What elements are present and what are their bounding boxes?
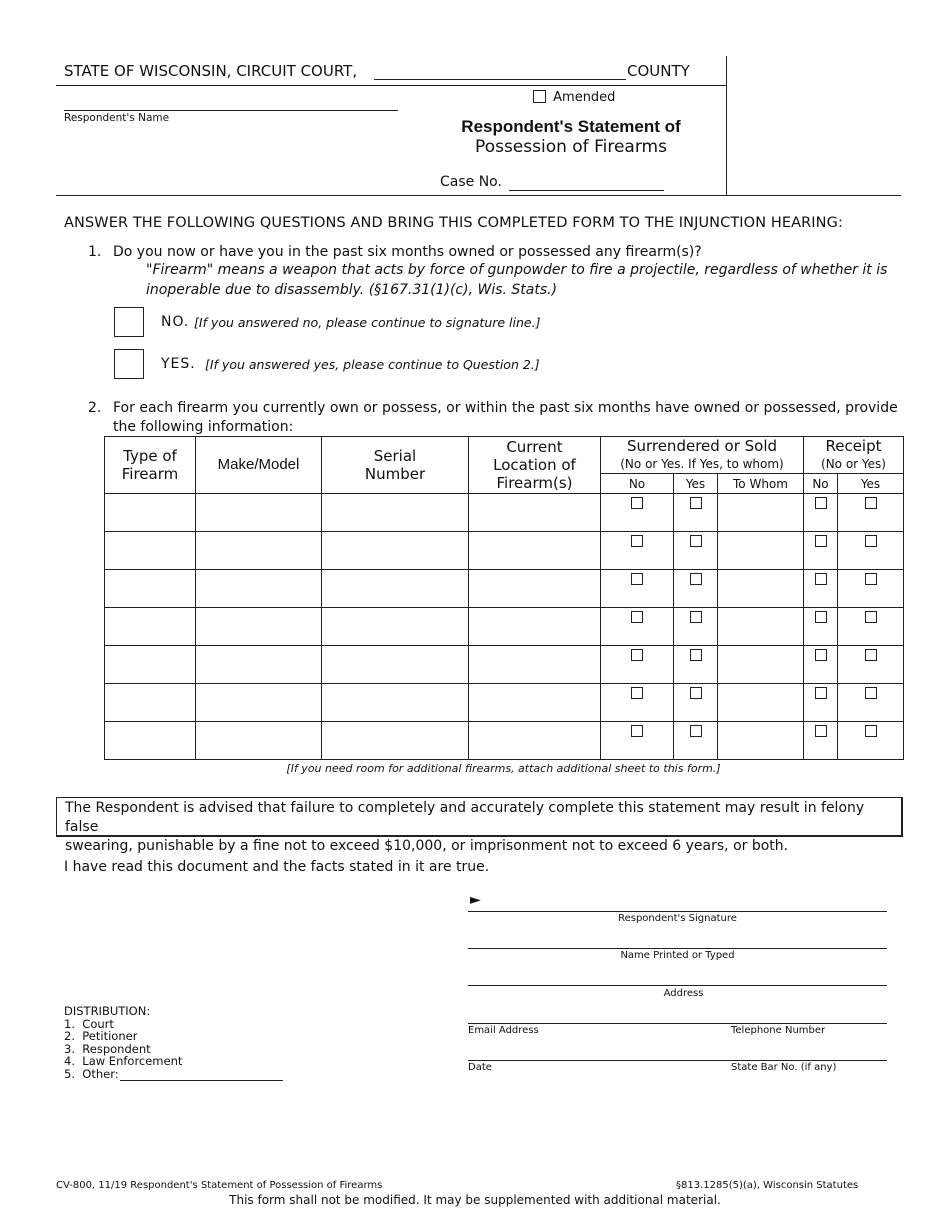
- cell-make[interactable]: [196, 646, 322, 684]
- case-no-field[interactable]: [509, 190, 664, 191]
- court-line-suffix: COUNTY: [627, 62, 690, 80]
- table-row: [105, 494, 904, 532]
- col-header-serial-1: Serial: [373, 447, 417, 465]
- cell-location[interactable]: [469, 608, 601, 646]
- cell-surrendered-yes: [674, 646, 718, 684]
- cell-make[interactable]: [196, 494, 322, 532]
- cell-receipt-no: [804, 532, 838, 570]
- col-header-location-1: Current: [506, 438, 563, 456]
- cell-serial[interactable]: [322, 722, 469, 760]
- distribution-item-petitioner: 2. Petitioner: [64, 1029, 138, 1044]
- cell-to-whom[interactable]: [718, 494, 804, 532]
- col-group-surrendered: [601, 437, 804, 474]
- firearms-table: [104, 436, 904, 760]
- cell-receipt-yes: [838, 684, 904, 722]
- cell-to-whom[interactable]: [718, 684, 804, 722]
- col-header-type-1: Type of: [123, 447, 177, 465]
- cell-make[interactable]: [196, 722, 322, 760]
- surrendered-yes-checkbox[interactable]: [690, 725, 702, 737]
- q1-yes-label: YES.: [161, 356, 196, 372]
- header-bottom-rule: [56, 195, 901, 196]
- surrendered-no-checkbox[interactable]: [631, 497, 643, 509]
- cell-surrendered-yes: [674, 684, 718, 722]
- respondent-name-field[interactable]: [64, 110, 398, 111]
- receipt-yes-checkbox[interactable]: [865, 573, 877, 585]
- cell-surrendered-yes: [674, 722, 718, 760]
- cell-serial[interactable]: [322, 532, 469, 570]
- receipt-yes-checkbox[interactable]: [865, 725, 877, 737]
- cell-location[interactable]: [469, 570, 601, 608]
- col-header-location-3: Firearm(s): [496, 474, 573, 492]
- attestation: I have read this document and the facts stated in it are true.: [64, 859, 490, 875]
- q1-text: Do you now or have you in the past six months owned or possessed any firearm(s)?: [113, 244, 702, 260]
- surrendered-no-checkbox[interactable]: [631, 687, 643, 699]
- amended-checkbox-wrap[interactable]: [533, 90, 615, 105]
- phone-label: Telephone Number: [731, 1025, 826, 1036]
- cell-receipt-no: [804, 494, 838, 532]
- q1-no-note: [If you answered no, please continue to signature line.]: [194, 315, 541, 330]
- col-header-location-2: Location of: [493, 456, 576, 474]
- receipt-yes-checkbox[interactable]: [865, 535, 877, 547]
- receipt-no-checkbox[interactable]: [815, 725, 827, 737]
- date-label: Date: [468, 1062, 492, 1073]
- cell-surrendered-no: [601, 494, 674, 532]
- email-phone-field[interactable]: [468, 1023, 887, 1024]
- col-group-receipt: [804, 437, 904, 474]
- surrendered-yes-checkbox[interactable]: [690, 687, 702, 699]
- cell-type[interactable]: [105, 532, 196, 570]
- cell-receipt-no: [804, 608, 838, 646]
- warning-line1: The Respondent is advised that failure to completely and accurately complete this statement may result in felony false: [65, 800, 865, 835]
- email-label: Email Address: [468, 1025, 539, 1036]
- respondent-name-label: Respondent's Name: [64, 112, 170, 124]
- warning-box: [56, 797, 903, 854]
- cell-make[interactable]: [196, 608, 322, 646]
- form-title-line1: Respondent's Statement of: [461, 117, 681, 136]
- table-row: [105, 570, 904, 608]
- cell-serial[interactable]: [322, 570, 469, 608]
- firearm-rows: [105, 494, 904, 760]
- address-field[interactable]: [468, 985, 887, 986]
- col-group-receipt-sub: (No or Yes): [821, 457, 886, 471]
- amended-checkbox[interactable]: [533, 90, 546, 103]
- cell-type[interactable]: [105, 722, 196, 760]
- case-no-label: Case No.: [440, 174, 502, 190]
- distribution-item-law-enforcement: 4. Law Enforcement: [64, 1054, 183, 1069]
- distribution-item-court: 1. Court: [64, 1016, 114, 1031]
- q1-yes-checkbox[interactable]: [114, 349, 144, 379]
- sub-header-receipt-yes: Yes: [838, 474, 904, 494]
- footer-form-id: CV-800, 11/19 Respondent's Statement of Possession of Firearms: [56, 1180, 383, 1191]
- distribution-title: DISTRIBUTION:: [64, 1004, 151, 1018]
- cell-surrendered-yes: [674, 570, 718, 608]
- q2-text-line2: the following information:: [113, 419, 294, 435]
- sub-header-yes: Yes: [674, 474, 718, 494]
- date-bar-field[interactable]: [468, 1060, 887, 1061]
- cell-surrendered-no: [601, 646, 674, 684]
- surrendered-yes-checkbox[interactable]: [690, 535, 702, 547]
- cell-location[interactable]: [469, 532, 601, 570]
- q1-number: 1.: [88, 244, 102, 260]
- surrendered-no-checkbox[interactable]: [631, 573, 643, 585]
- surrendered-no-checkbox[interactable]: [631, 535, 643, 547]
- col-header-serial: [322, 437, 469, 494]
- sub-header-receipt-no: No: [804, 474, 838, 494]
- cell-location[interactable]: [469, 646, 601, 684]
- cell-to-whom[interactable]: [718, 532, 804, 570]
- surrendered-no-checkbox[interactable]: [631, 611, 643, 623]
- distribution-block: [64, 1005, 182, 1081]
- receipt-no-checkbox[interactable]: [815, 535, 827, 547]
- col-header-type: [105, 437, 196, 494]
- receipt-no-checkbox[interactable]: [815, 687, 827, 699]
- cell-receipt-yes: [838, 646, 904, 684]
- distribution-item-respondent: 3. Respondent: [64, 1041, 151, 1056]
- table-row: [105, 722, 904, 760]
- signature-arrow-icon: ►: [470, 892, 481, 908]
- cell-surrendered-yes: [674, 608, 718, 646]
- court-line-prefix: STATE OF WISCONSIN, CIRCUIT COURT,: [64, 62, 358, 80]
- q1-no-label: NO.: [161, 314, 190, 330]
- cell-location[interactable]: [469, 684, 601, 722]
- receipt-yes-checkbox[interactable]: [865, 611, 877, 623]
- q1-definition-line2: inoperable due to disassembly. (§167.31(1)(c), Wis. Stats.): [146, 282, 558, 298]
- col-header-serial-2: Number: [364, 465, 426, 483]
- sub-header-no: No: [601, 474, 674, 494]
- cell-to-whom[interactable]: [718, 646, 804, 684]
- warning-line2: swearing, punishable by a fine not to exceed $10,000, or imprisonment not to exceed 6 years, or both.: [65, 838, 789, 854]
- cell-type[interactable]: [105, 608, 196, 646]
- surrendered-no-checkbox[interactable]: [631, 725, 643, 737]
- cell-receipt-yes: [838, 608, 904, 646]
- cell-surrendered-no: [601, 608, 674, 646]
- cell-receipt-yes: [838, 570, 904, 608]
- cell-to-whom[interactable]: [718, 722, 804, 760]
- cell-to-whom[interactable]: [718, 608, 804, 646]
- cell-receipt-yes: [838, 722, 904, 760]
- cell-receipt-no: [804, 722, 838, 760]
- receipt-yes-checkbox[interactable]: [865, 497, 877, 509]
- amended-label: Amended: [553, 90, 616, 105]
- receipt-no-checkbox[interactable]: [815, 649, 827, 661]
- sub-header-to-whom: To Whom: [718, 474, 804, 494]
- col-header-type-2: Firearm: [121, 465, 179, 483]
- cell-receipt-yes: [838, 532, 904, 570]
- cell-make[interactable]: [196, 684, 322, 722]
- cell-surrendered-yes: [674, 532, 718, 570]
- distribution-item-other: 5. Other:: [64, 1066, 119, 1081]
- q2-text-line1: For each firearm you currently own or possess, or within the past six months have owned or possessed, provide: [113, 400, 898, 416]
- cell-type[interactable]: [105, 646, 196, 684]
- surrendered-no-checkbox[interactable]: [631, 649, 643, 661]
- cell-make[interactable]: [196, 570, 322, 608]
- cell-receipt-no: [804, 646, 838, 684]
- receipt-no-checkbox[interactable]: [815, 573, 827, 585]
- signature-label: Respondent's Signature: [618, 913, 737, 924]
- county-name-field[interactable]: [374, 79, 626, 80]
- surrendered-yes-checkbox[interactable]: [690, 649, 702, 661]
- instructions: ANSWER THE FOLLOWING QUESTIONS AND BRING THIS COMPLETED FORM TO THE INJUNCTION HEARING:: [64, 215, 843, 231]
- q1-yes-note: [If you answered yes, please continue to Question 2.]: [205, 357, 540, 372]
- cell-type[interactable]: [105, 570, 196, 608]
- table-footnote: [If you need room for additional firearms, attach additional sheet to this form.]: [286, 762, 721, 775]
- surrendered-yes-checkbox[interactable]: [690, 611, 702, 623]
- cell-surrendered-no: [601, 532, 674, 570]
- cell-make[interactable]: [196, 532, 322, 570]
- table-row: [105, 646, 904, 684]
- cell-serial[interactable]: [322, 684, 469, 722]
- header-divider-1: [56, 85, 727, 86]
- form-title-line2: Possession of Firearms: [475, 137, 667, 157]
- cell-serial[interactable]: [322, 646, 469, 684]
- footer-statute: §813.1285(5)(a), Wisconsin Statutes: [676, 1180, 859, 1191]
- address-label: Address: [663, 988, 704, 999]
- bar-label: State Bar No. (if any): [731, 1062, 837, 1073]
- cell-surrendered-yes: [674, 494, 718, 532]
- distribution-other-field[interactable]: [120, 1080, 283, 1081]
- q1-definition-line1: "Firearm" means a weapon that acts by force of gunpowder to fire a projectile, regardless of whether it is: [146, 262, 888, 278]
- surrendered-yes-checkbox[interactable]: [690, 573, 702, 585]
- cell-surrendered-no: [601, 722, 674, 760]
- name-field[interactable]: [468, 948, 887, 949]
- receipt-yes-checkbox[interactable]: [865, 649, 877, 661]
- surrendered-yes-checkbox[interactable]: [690, 497, 702, 509]
- receipt-no-checkbox[interactable]: [815, 611, 827, 623]
- cell-location[interactable]: [469, 494, 601, 532]
- col-group-surrendered-sub: (No or Yes. If Yes, to whom): [620, 457, 784, 471]
- receipt-yes-checkbox[interactable]: [865, 687, 877, 699]
- header-vertical-divider: [726, 56, 727, 195]
- footer-notice: This form shall not be modified. It may be supplemented with additional material.: [229, 1193, 721, 1207]
- q2-number: 2.: [88, 400, 102, 416]
- q1-no-checkbox[interactable]: [114, 307, 144, 337]
- cell-receipt-no: [804, 570, 838, 608]
- table-row: [105, 532, 904, 570]
- receipt-no-checkbox[interactable]: [815, 497, 827, 509]
- col-group-surrendered-title: Surrendered or Sold: [626, 437, 778, 455]
- cell-serial[interactable]: [322, 494, 469, 532]
- cell-serial[interactable]: [322, 608, 469, 646]
- table-row: [105, 608, 904, 646]
- cell-surrendered-no: [601, 684, 674, 722]
- cell-receipt-no: [804, 684, 838, 722]
- col-header-make: Make/Model: [196, 437, 322, 494]
- table-row: [105, 684, 904, 722]
- col-header-location: [469, 437, 601, 494]
- cell-surrendered-no: [601, 570, 674, 608]
- cell-to-whom[interactable]: [718, 570, 804, 608]
- name-label: Name Printed or Typed: [620, 950, 735, 961]
- col-group-receipt-title: Receipt: [825, 437, 882, 455]
- cell-type[interactable]: [105, 494, 196, 532]
- cell-receipt-yes: [838, 494, 904, 532]
- signature-field[interactable]: [468, 911, 887, 912]
- cell-type[interactable]: [105, 684, 196, 722]
- cell-location[interactable]: [469, 722, 601, 760]
